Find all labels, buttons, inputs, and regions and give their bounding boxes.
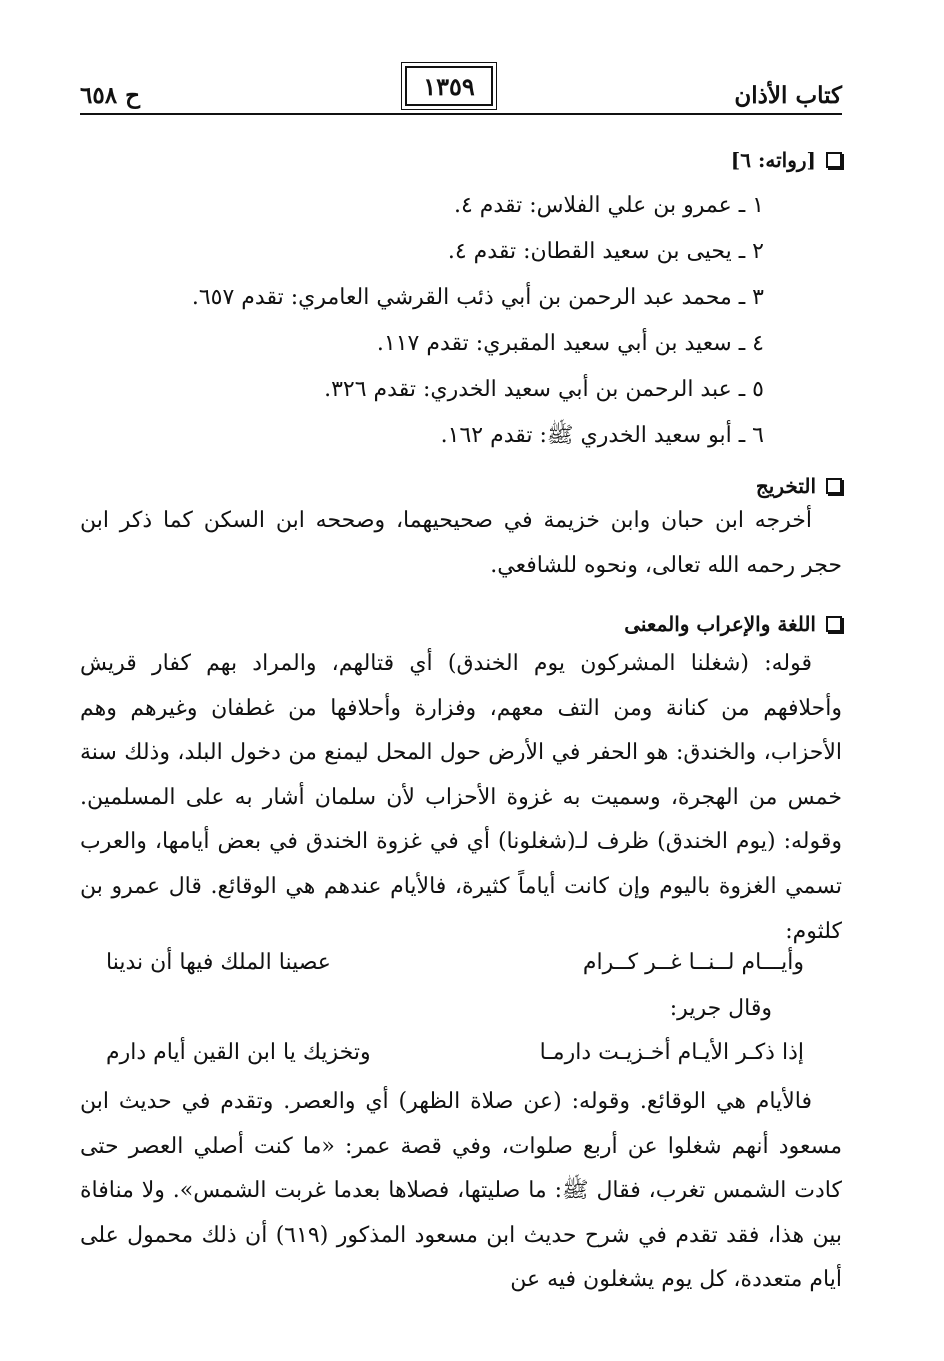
narrator-list — [192, 183, 764, 459]
section-heading-language — [624, 612, 842, 636]
narrator-item: ٥ ـ عبد الرحمن بن أبي سعيد الخدري: تقدم ٣٢٦. — [324, 377, 764, 402]
square-bullet-icon — [826, 152, 842, 168]
takhrij-paragraph: أخرجه ابن حبان وابن خزيمة في صحيحيهما، وصححه ابن السكن كما ذكر ابن حجر رحمه الله تعالى، ونحوه للشافعي. — [80, 508, 842, 578]
narrator-item: ٣ ـ محمد عبد الرحمن بن أبي ذئب القرشي العامري: تقدم ٦٥٧. — [191, 285, 764, 310]
running-head — [80, 62, 842, 116]
book-title: كتاب الأذان — [734, 82, 842, 109]
square-bullet-icon — [826, 616, 842, 632]
language-paragraph-continued: فالأيام هي الوقائع. وقوله: (عن صلاة الظهر) أي والعصر. وتقدم في حديث ابن مسعود أنهم شغلوا عن أربع صلوات، وفي قصة عمر: «ما كنت أصلي العصر حتى كادت الشمس تغرب، فقال ﷺ: ما صليتها، فصلاها بعدما غربت الشمس». ولا منافاة بين هذا، فقد تقدم في شرح حديث ابن مسعود المذكور (٦١٩) أن ذلك محمول على أيام متعددة، كل يوم يشغلون فيه عن — [80, 1089, 843, 1293]
narrator-item: ٤ ـ سعيد بن أبي سعيد المقبري: تقدم ١١٧. — [376, 331, 764, 356]
jarir-label: وقال جرير: — [669, 996, 772, 1021]
section-heading-takhrij — [756, 474, 842, 498]
language-paragraph: قوله: (شغلنا المشركون يوم الخندق) أي قتالهم، والمراد بهم كفار قريش وأحلافهم من كنانة ومن التف معهم، وفزارة وأحلافها من غطفان وغيرهم وهم الأحزاب، والخندق: هو الحفر في الأرض حول المحل ليمنع من دخول البلد، وذلك سنة خمس من الهجرة، وسميت به غزوة الأحزاب لأن سلمان أشار به على المسلمين. وقوله: (يوم الخندق) ظرف لـ(شغلونا) أي في غزوة الخندق في بعض أيامها، والعرب تسمي الغزوة باليوم وإن كانت أياماً كثيرة، فالأيام عندهم هي الوقائع. قال عمرو بن كلثوم: — [80, 651, 842, 944]
section-heading-narrators — [731, 148, 842, 172]
square-bullet-icon — [826, 478, 842, 494]
verse-second-hemistich: عصينا الملك فيها أن ندينا — [106, 950, 331, 975]
page-number: ١٣٥٩ — [405, 66, 493, 106]
verse-second-hemistich: وتخزيك يا ابن القين أيام دارم — [106, 1040, 371, 1065]
verse-first-hemistich: وأيـــام لــنــا غــر كــرام — [582, 950, 804, 975]
section-heading-label: [رواته: ٦] — [730, 148, 816, 172]
narrator-item: ١ ـ عمرو بن علي الفلاس: تقدم ٤. — [453, 193, 764, 218]
header-rule — [80, 113, 842, 115]
narrator-item: ٢ ـ يحيى بن سعيد القطان: تقدم ٤. — [447, 239, 764, 264]
verse-first-hemistich: إذا ذكـر الأيـام أخـزيـت دارمـا — [539, 1040, 804, 1065]
section-heading-label: اللغة والإعراب والمعنى — [624, 612, 816, 636]
hadith-reference: ح ٦٥٨ — [80, 82, 140, 109]
narrator-item: ٦ ـ أبو سعيد الخدري ﷺ: تقدم ١٦٢. — [440, 423, 764, 448]
section-heading-label: التخريج — [755, 474, 816, 498]
